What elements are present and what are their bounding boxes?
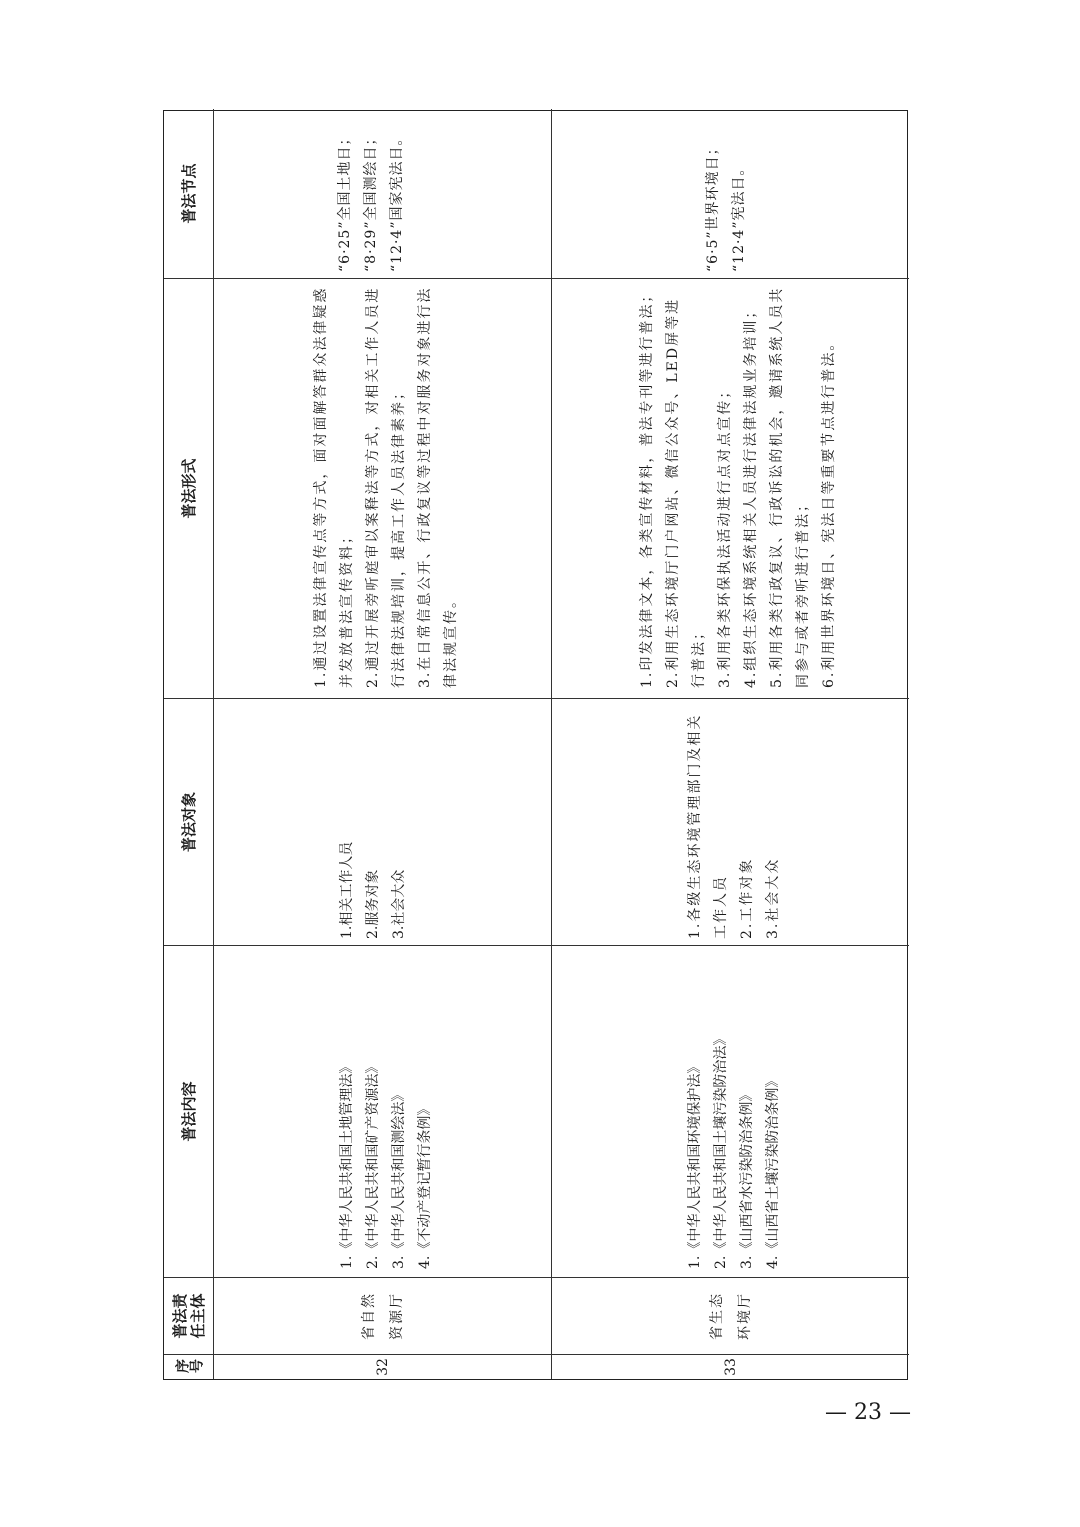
row33-form	[552, 278, 909, 698]
row33-target-item-2: 2.工作对象	[739, 857, 755, 939]
row33-form-item-5: 5.利用各类行政复议、行政诉讼的机会，邀请系统人员共同参与或者旁听进行普法；	[769, 286, 811, 688]
row32-content-item-1: 1.《中华人民共和国土地管理法》	[339, 1059, 355, 1269]
header-form	[164, 278, 214, 698]
row33-form-item-6: 6.利用世界环境日、宪法日等重要节点进行普法。	[821, 334, 837, 688]
row33-target	[552, 698, 909, 945]
header-target-label: 普法对象	[179, 792, 198, 853]
row32-seq-text: 32	[374, 1358, 391, 1376]
header-target	[164, 698, 214, 945]
header-content	[164, 945, 214, 1277]
row33-content-item-3: 3.《山西省水污染防治条例》	[739, 1087, 755, 1269]
row33-subject-text: 省生态环境厅	[708, 1292, 753, 1340]
row33-nodes	[552, 109, 909, 278]
row33-content	[552, 945, 909, 1277]
row32-target-item-2: 2.服务对象	[365, 869, 381, 939]
row33-form-item-1: 1.印发法律文本，各类宣传材料，普法专刊等进行普法；	[639, 286, 655, 688]
header-seq	[164, 1354, 214, 1379]
row32-seq	[214, 1354, 552, 1379]
header-nodes	[164, 109, 214, 278]
row33-content-item-4: 4.《山西省土壤污染防治条例》	[765, 1073, 781, 1269]
row33-content-item-1: 1.《中华人民共和国环境保护法》	[687, 1059, 703, 1269]
row32-subject	[214, 1277, 552, 1354]
row33-form-item-3: 3.利用各类环保执法活动进行点对点宣传；	[717, 382, 733, 688]
row32-form-item-1: 1.通过设置法律宣传点等方式，面对面解答群众法律疑惑并发放普法宣传资料；	[313, 286, 355, 688]
row33-seq-text: 33	[722, 1358, 739, 1376]
header-subject	[164, 1277, 214, 1354]
row33-target-item-1: 1.各级生态环境管理部门及相关工作人员	[687, 713, 729, 939]
row32-content-item-2: 2.《中华人民共和国矿产资源法》	[365, 1059, 381, 1269]
row32-target-item-1: 1.相关工作人员	[339, 841, 355, 939]
row32-content-item-3: 3.《中华人民共和国测绘法》	[391, 1087, 407, 1269]
row32-target	[214, 698, 552, 945]
row33-subject	[552, 1277, 909, 1354]
row32-form-item-3: 3.在日常信息公开、行政复议等过程中对服务对象进行法律法规宣传。	[417, 286, 459, 688]
row32-target-item-3: 3.社会大众	[391, 869, 407, 939]
header-subject-label: 普法责任主体	[170, 1293, 207, 1339]
page-number: — 23 —	[825, 1400, 911, 1425]
row33-nodes-item-2: “12·4”宪法日。	[731, 160, 747, 272]
row32-content	[214, 945, 552, 1277]
row33-target-item-3: 3.社会大众	[765, 857, 781, 939]
row32-nodes-item-2: “8·29”全国测绘日；	[363, 130, 379, 272]
header-nodes-label: 普法节点	[179, 163, 198, 224]
row33-content-item-2: 2.《中华人民共和国土壤污染防治法》	[713, 1031, 729, 1269]
row33-nodes-item-1: “6·5”世界环境日；	[705, 140, 721, 272]
row32-subject-text: 省自然资源厅	[360, 1292, 405, 1340]
law-publicity-table	[163, 110, 908, 1380]
header-content-label: 普法内容	[179, 1081, 198, 1142]
rotated-table-wrapper	[163, 110, 908, 1380]
row32-form-item-2: 2.通过开展旁听庭审以案释法等方式，对相关工作人员进行法律法规培训，提高工作人员法律素养；	[365, 286, 407, 688]
row33-form-item-2: 2.利用生态环境厅门户网站、微信公众号、LED屏等进行普法；	[665, 297, 707, 688]
row32-form	[214, 278, 552, 698]
header-form-label: 普法形式	[179, 458, 198, 519]
row32-nodes	[214, 109, 552, 278]
row32-content-item-4: 4.《不动产登记暂行条例》	[417, 1101, 433, 1269]
row33-seq	[552, 1354, 909, 1379]
row33-form-item-4: 4.组织生态环境系统相关人员进行法律法规业务培训；	[743, 302, 759, 688]
row32-nodes-item-3: “12·4”国家宪法日。	[389, 130, 405, 272]
header-seq-label: 序号	[174, 1359, 203, 1375]
row32-nodes-item-1: “6·25”全国土地日；	[337, 130, 353, 272]
